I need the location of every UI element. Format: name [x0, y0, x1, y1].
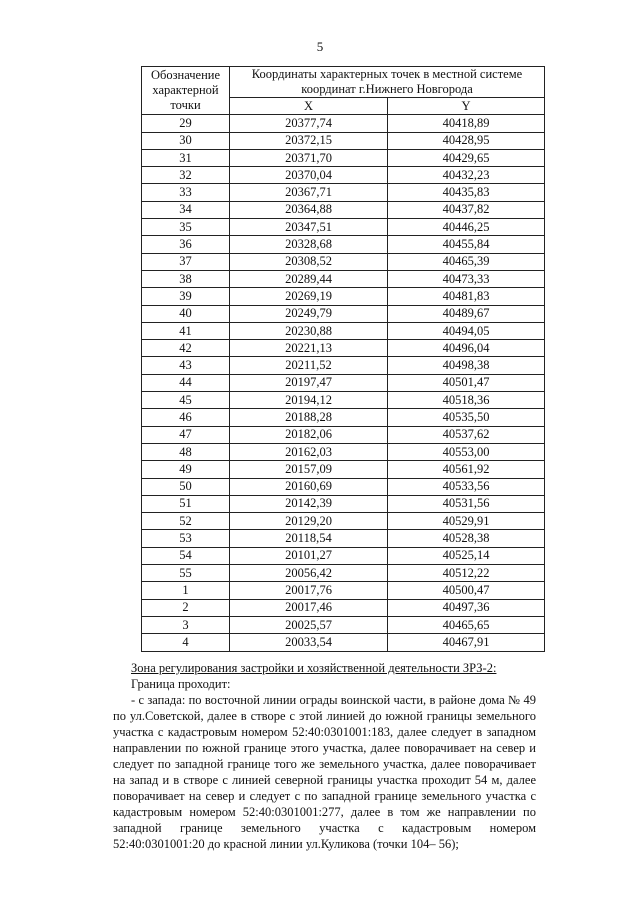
x-cell: 20308,52: [230, 253, 388, 270]
table-row: [142, 236, 545, 253]
y-cell: 40512,22: [388, 565, 545, 582]
x-cell: 20249,79: [230, 305, 388, 322]
header-coords: Координаты характерных точек в местной системе координат г.Нижнего Новгорода: [230, 67, 545, 98]
table-row: [142, 149, 545, 166]
y-cell: 40428,95: [388, 132, 545, 149]
x-cell: 20221,13: [230, 340, 388, 357]
table-row: [142, 634, 545, 651]
table-row: [142, 443, 545, 460]
x-cell: 20157,09: [230, 461, 388, 478]
point-cell: 30: [142, 132, 230, 149]
y-cell: 40498,38: [388, 357, 545, 374]
point-cell: 45: [142, 392, 230, 409]
point-cell: 44: [142, 374, 230, 391]
y-cell: 40531,56: [388, 495, 545, 512]
table-row: [142, 167, 545, 184]
y-cell: 40529,91: [388, 513, 545, 530]
y-cell: 40429,65: [388, 149, 545, 166]
x-cell: 20182,06: [230, 426, 388, 443]
table-row: [142, 392, 545, 409]
point-cell: 35: [142, 219, 230, 236]
x-cell: 20142,39: [230, 495, 388, 512]
y-cell: 40518,36: [388, 392, 545, 409]
table-row: [142, 582, 545, 599]
x-cell: 20118,54: [230, 530, 388, 547]
y-cell: 40500,47: [388, 582, 545, 599]
point-cell: 1: [142, 582, 230, 599]
point-cell: 50: [142, 478, 230, 495]
point-cell: 32: [142, 167, 230, 184]
page-number: 5: [316, 39, 324, 54]
point-cell: 41: [142, 322, 230, 339]
table-row: [142, 340, 545, 357]
y-cell: 40446,25: [388, 219, 545, 236]
y-cell: 40528,38: [388, 530, 545, 547]
x-cell: 20328,68: [230, 236, 388, 253]
x-cell: 20211,52: [230, 357, 388, 374]
table-row: [142, 357, 545, 374]
point-cell: 47: [142, 426, 230, 443]
point-cell: 39: [142, 288, 230, 305]
point-cell: 3: [142, 616, 230, 633]
y-cell: 40494,05: [388, 322, 545, 339]
table-row: [142, 461, 545, 478]
table-row: [142, 305, 545, 322]
point-cell: 55: [142, 565, 230, 582]
table-row: [142, 478, 545, 495]
x-cell: 20160,69: [230, 478, 388, 495]
y-cell: 40497,36: [388, 599, 545, 616]
west-border-paragraph: - с запада: по восточной линии ограды воинской части, в районе дома № 49 по ул.Советской, далее в створе с этой линией до южной границы земельного участка с кадастровым номером 52:40:0301001:183, далее следует в западном направлении по южной границе этого участка, далее поворачивает на север и следует по западной границе того же земельного участка, далее поворачивает на запад и в створе с линией северной границы участка проходит 54 м, далее поворачивает на север и следует с по западной границе земельного участка с кадастровым номером 52:40:0301001:277, далее в том же направлении по западной границе земельного участка с кадастровым номером 52:40:0301001:20 до красной линии ул.Куликова (точки 104– 56);: [113, 693, 536, 851]
point-cell: 46: [142, 409, 230, 426]
y-cell: 40561,92: [388, 461, 545, 478]
point-cell: 4: [142, 634, 230, 651]
x-cell: 20269,19: [230, 288, 388, 305]
table-row: [142, 253, 545, 270]
y-cell: 40465,39: [388, 253, 545, 270]
table-row: [142, 270, 545, 287]
y-cell: 40418,89: [388, 115, 545, 132]
point-cell: 48: [142, 443, 230, 460]
table-row: [142, 513, 545, 530]
y-cell: 40473,33: [388, 270, 545, 287]
table-row: [142, 547, 545, 564]
point-cell: 49: [142, 461, 230, 478]
x-cell: 20370,04: [230, 167, 388, 184]
x-cell: 20230,88: [230, 322, 388, 339]
header-y: Y: [388, 98, 545, 115]
y-cell: 40537,62: [388, 426, 545, 443]
y-cell: 40455,84: [388, 236, 545, 253]
point-cell: 43: [142, 357, 230, 374]
header-point: Обозначение характерной точки: [142, 67, 230, 115]
y-cell: 40501,47: [388, 374, 545, 391]
x-cell: 20188,28: [230, 409, 388, 426]
x-cell: 20347,51: [230, 219, 388, 236]
y-cell: 40525,14: [388, 547, 545, 564]
y-cell: 40467,91: [388, 634, 545, 651]
point-cell: 31: [142, 149, 230, 166]
table-row: [142, 288, 545, 305]
point-cell: 33: [142, 184, 230, 201]
point-cell: 40: [142, 305, 230, 322]
y-cell: 40481,83: [388, 288, 545, 305]
table-row: [142, 565, 545, 582]
point-cell: 53: [142, 530, 230, 547]
x-cell: 20033,54: [230, 634, 388, 651]
x-cell: 20197,47: [230, 374, 388, 391]
y-cell: 40465,65: [388, 616, 545, 633]
point-cell: 2: [142, 599, 230, 616]
table-row: [142, 530, 545, 547]
table-row: [142, 426, 545, 443]
table-body: [142, 115, 545, 651]
coordinates-table: [141, 66, 545, 652]
table-row: [142, 132, 545, 149]
point-cell: 42: [142, 340, 230, 357]
point-cell: 36: [142, 236, 230, 253]
zone-title: Зона регулирования застройки и хозяйственной деятельности ЗРЗ-2:: [131, 661, 497, 675]
x-cell: 20162,03: [230, 443, 388, 460]
table-row: [142, 374, 545, 391]
y-cell: 40533,56: [388, 478, 545, 495]
y-cell: 40489,67: [388, 305, 545, 322]
x-cell: 20371,70: [230, 149, 388, 166]
y-cell: 40535,50: [388, 409, 545, 426]
point-cell: 38: [142, 270, 230, 287]
x-cell: 20025,57: [230, 616, 388, 633]
point-cell: 37: [142, 253, 230, 270]
zone-description: [113, 660, 536, 852]
x-cell: 20017,76: [230, 582, 388, 599]
x-cell: 20377,74: [230, 115, 388, 132]
point-cell: 29: [142, 115, 230, 132]
y-cell: 40496,04: [388, 340, 545, 357]
table-row: [142, 495, 545, 512]
point-cell: 54: [142, 547, 230, 564]
table-row: [142, 201, 545, 218]
header-x: X: [230, 98, 388, 115]
table-row: [142, 616, 545, 633]
table-row: [142, 184, 545, 201]
x-cell: 20372,15: [230, 132, 388, 149]
table-row: [142, 599, 545, 616]
x-cell: 20289,44: [230, 270, 388, 287]
point-cell: 34: [142, 201, 230, 218]
y-cell: 40435,83: [388, 184, 545, 201]
y-cell: 40553,00: [388, 443, 545, 460]
table-row: [142, 219, 545, 236]
y-cell: 40432,23: [388, 167, 545, 184]
x-cell: 20194,12: [230, 392, 388, 409]
x-cell: 20101,27: [230, 547, 388, 564]
point-cell: 51: [142, 495, 230, 512]
table-row: [142, 115, 545, 132]
x-cell: 20129,20: [230, 513, 388, 530]
table-row: [142, 409, 545, 426]
x-cell: 20364,88: [230, 201, 388, 218]
table-row: [142, 322, 545, 339]
x-cell: 20056,42: [230, 565, 388, 582]
y-cell: 40437,82: [388, 201, 545, 218]
border-label: Граница проходит:: [131, 677, 231, 691]
point-cell: 52: [142, 513, 230, 530]
x-cell: 20367,71: [230, 184, 388, 201]
x-cell: 20017,46: [230, 599, 388, 616]
